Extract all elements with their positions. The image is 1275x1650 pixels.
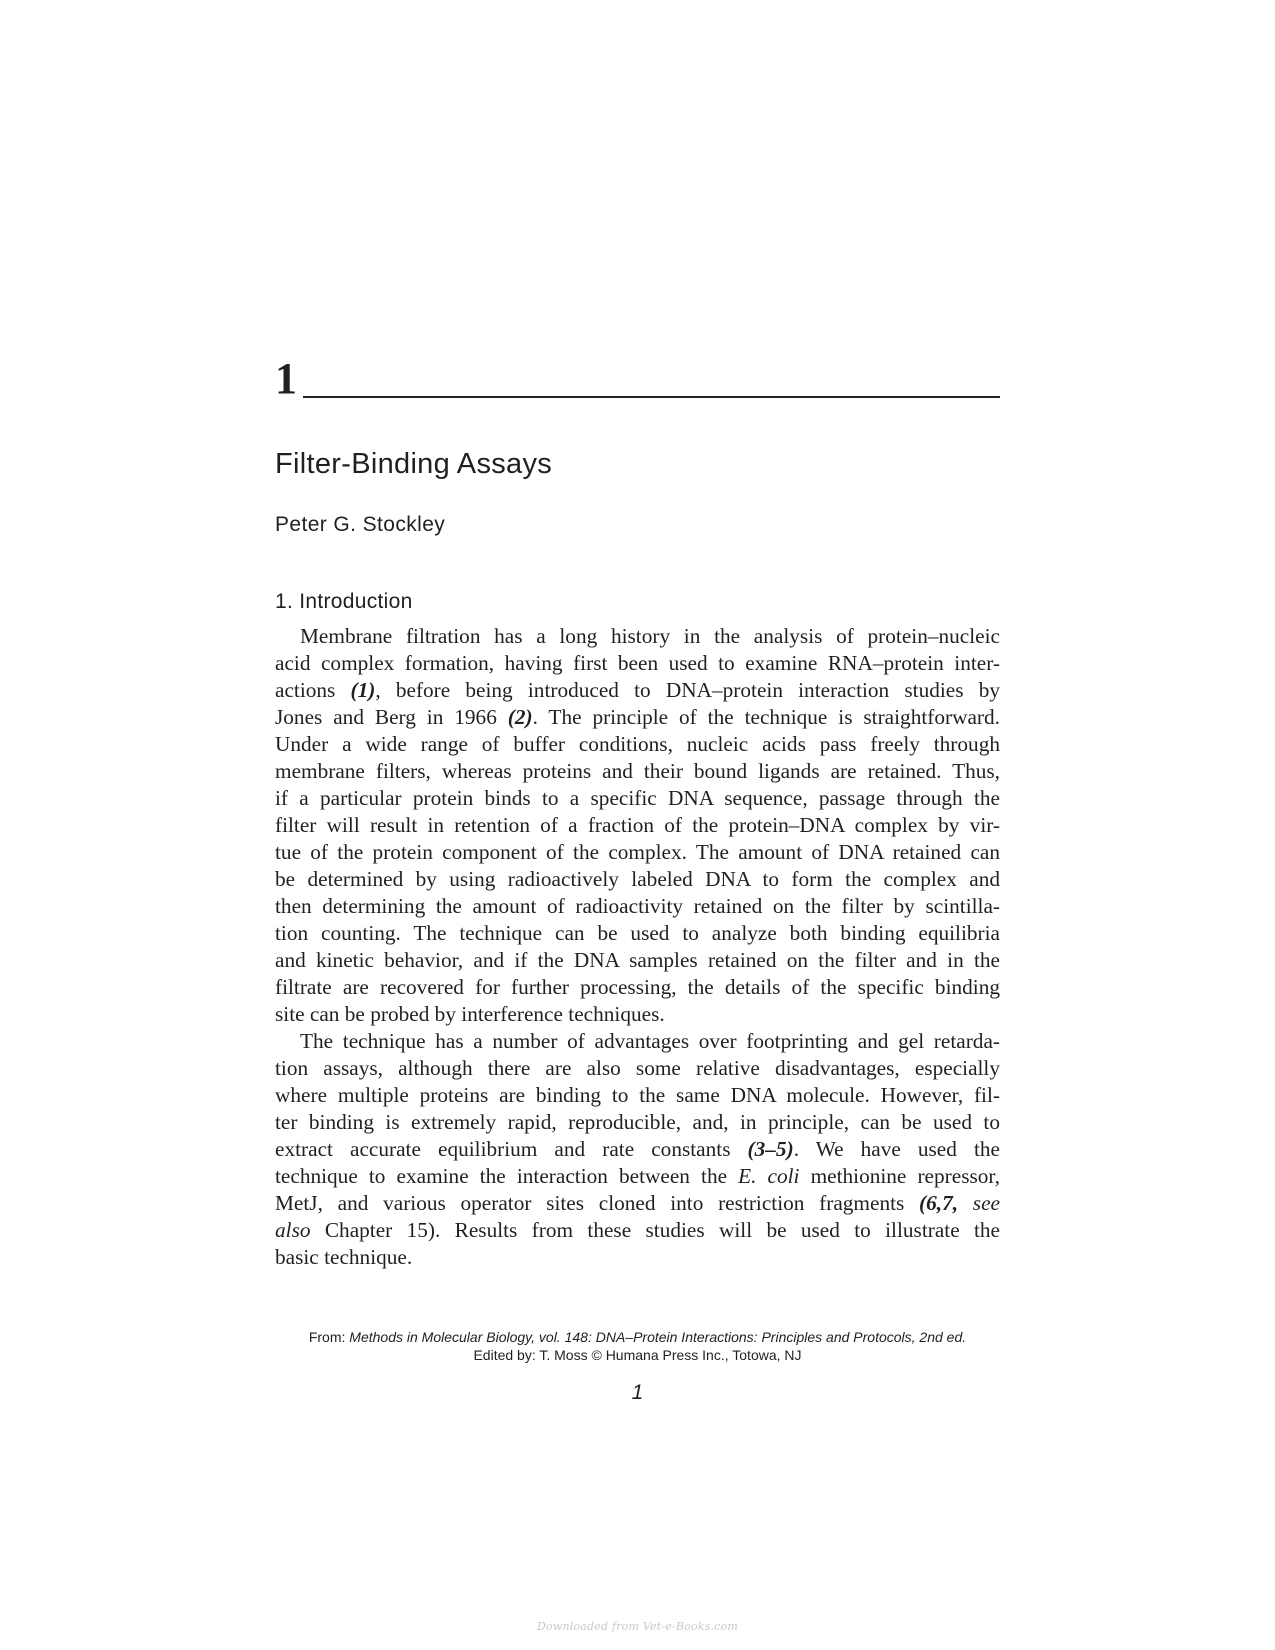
text-run: basic technique. [275,1245,413,1269]
italic-text: also [275,1218,311,1242]
text-line [275,1109,1000,1136]
text-run: . The principle of the technique is straightforward. [532,705,1000,729]
footer-source-title: Methods in Molecular Biology, vol. 148: DNA–Protein Interactions: Principles and Protocols, 2nd ed. [349,1329,967,1345]
text-run: tion counting. The technique can be used to analyze both binding equilibria [275,921,1000,945]
watermark: Downloaded from Vet-e-Books.com [537,1620,738,1633]
chapter-number: 1 [275,354,297,403]
chapter-rule [303,396,1000,398]
text-run: technique to examine the interaction between the [275,1164,739,1188]
chapter-title: Filter-Binding Assays [275,448,553,480]
citation-ref: (3–5) [747,1137,794,1161]
text-run: if a particular protein binds to a specific DNA sequence, passage through the [275,786,1000,810]
section-heading: 1. Introduction [275,590,413,613]
page-number: 1 [631,1381,644,1404]
text-run: Under a wide range of buffer conditions, nucleic acids pass freely through [275,732,1000,756]
text-line [275,785,1000,812]
text-run: and kinetic behavior, and if the DNA samples retained on the filter and in the [275,948,1000,972]
text-run: , before being introduced to DNA–protein interaction studies by [375,678,1000,702]
text-run: filtrate are recovered for further processing, the details of the specific binding [275,975,1000,999]
text-line [275,1055,1000,1082]
chapter-header [275,356,1000,402]
text-line [275,1028,1000,1055]
text-line [275,947,1000,974]
text-line [275,839,1000,866]
text-run: Chapter 15). Results from these studies will be used to illustrate the [310,1218,1000,1242]
text-run: actions [275,678,351,702]
text-line [275,650,1000,677]
text-run: Jones and Berg in 1966 [275,705,508,729]
citation-ref: (1) [350,678,376,702]
text-run: tue of the protein component of the complex. The amount of DNA retained can [275,840,1000,864]
text-run: . We have used the [793,1137,1000,1161]
text-run: methionine repressor, [799,1164,1000,1188]
text-line [275,1082,1000,1109]
text-line [275,1217,1000,1244]
citation-ref: (6,7, [919,1191,973,1215]
paragraph [275,1028,1000,1271]
footer-source-line [240,1329,1035,1346]
text-line [275,920,1000,947]
text-run: Membrane filtration has a long history in the analysis of protein–nucleic [300,624,1000,648]
text-run: tion assays, although there are also some relative disadvantages, especially [275,1056,1000,1080]
body-text [275,623,1000,1271]
text-line [275,1001,1000,1028]
text-run: acid complex formation, having first been used to examine RNA–protein inter- [275,651,1000,675]
text-line [275,758,1000,785]
text-run: extract accurate equilibrium and rate constants [275,1137,748,1161]
citation-ref: (2) [507,705,533,729]
text-line [275,677,1000,704]
text-line [275,1190,1000,1217]
text-run: ter binding is extremely rapid, reproducible, and, in principle, can be used to [275,1110,1000,1134]
text-run: filter will result in retention of a fraction of the protein–DNA complex by vir- [275,813,1000,837]
text-run: MetJ, and various operator sites cloned into restriction fragments [275,1191,920,1215]
text-line [275,1163,1000,1190]
text-line [275,1136,1000,1163]
text-run: site can be probed by interference techniques. [275,1002,665,1026]
text-line [275,812,1000,839]
paragraph [275,623,1000,1028]
text-line [275,974,1000,1001]
italic-text: E. coli [738,1164,800,1188]
footer-edited-line: Edited by: T. Moss © Humana Press Inc., Totowa, NJ [473,1347,802,1363]
text-run: membrane filters, whereas proteins and their bound ligands are retained. Thus, [275,759,1000,783]
text-line [275,704,1000,731]
author-name: Peter G. Stockley [275,513,446,536]
italic-text: see [972,1191,1000,1215]
text-run: be determined by using radioactively labeled DNA to form the complex and [275,867,1000,891]
text-run: where multiple proteins are binding to the same DNA molecule. However, fil- [275,1083,1000,1107]
text-line [275,731,1000,758]
text-line [275,623,1000,650]
text-run: The technique has a number of advantages over footprinting and gel retarda- [300,1029,1000,1053]
text-run: then determining the amount of radioactivity retained on the filter by scintilla- [275,894,1000,918]
text-line [275,893,1000,920]
text-line [275,1244,1000,1271]
text-line [275,866,1000,893]
footer-from-label: From: [308,1329,350,1345]
